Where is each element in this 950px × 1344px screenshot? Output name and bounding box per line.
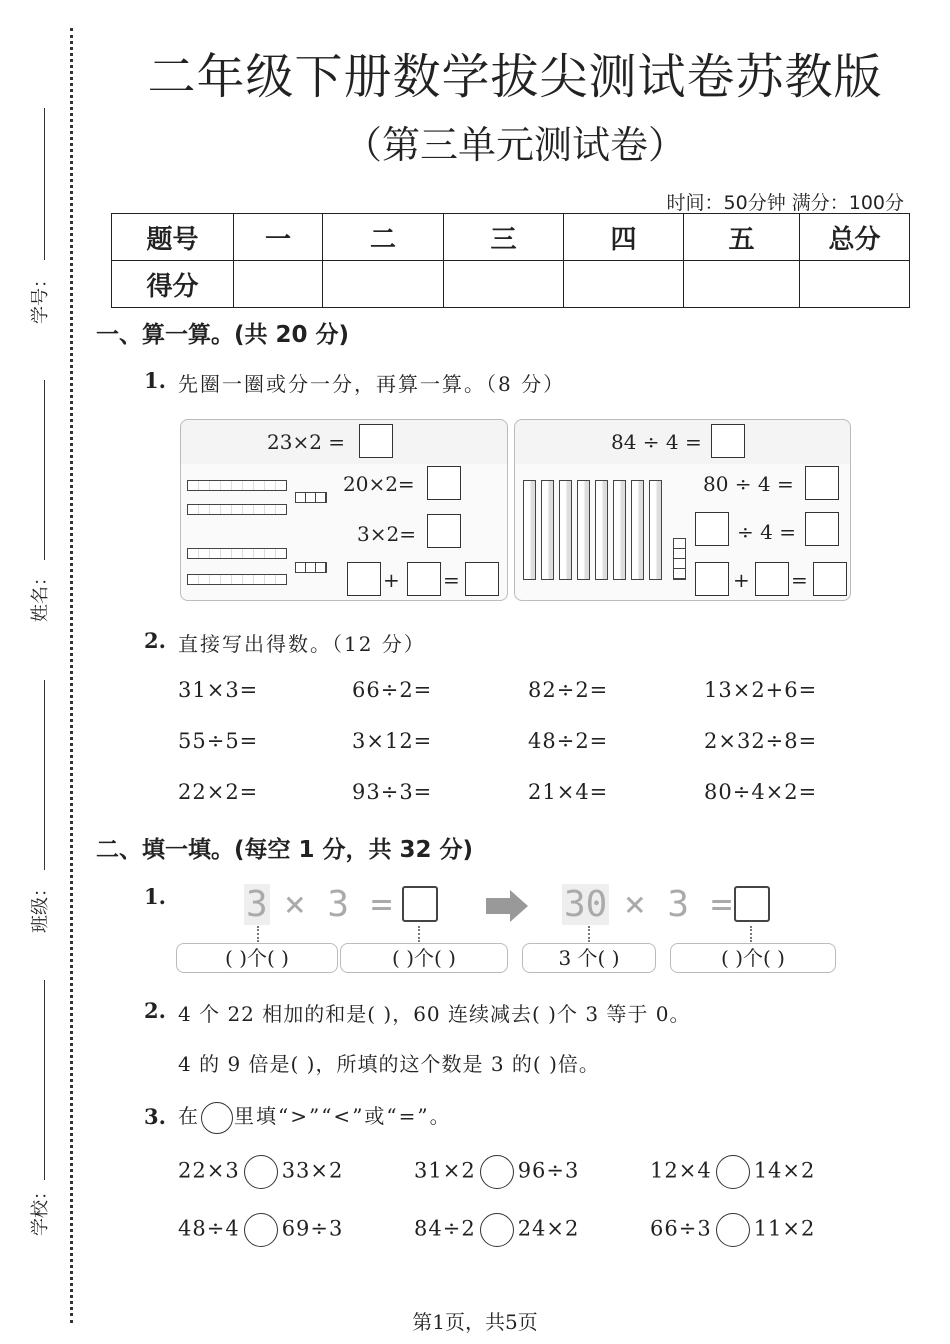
score-table [111,213,910,308]
equation-text: ÷ 4 = [737,520,796,544]
student-id-line [44,108,45,260]
plus-sign: + [383,568,400,592]
compare-circle[interactable] [244,1213,278,1247]
score-table-header-row [112,214,910,261]
compare-item [178,1213,343,1247]
circle-icon [201,1102,233,1134]
ten-stick-icon [559,480,572,580]
compare-circle[interactable] [716,1213,750,1247]
section-1-heading: 一、算一算。(共 20 分) [96,322,350,348]
question-number: 2. [144,998,166,1023]
compare-item [650,1155,815,1189]
equals-sign: = [791,568,808,592]
answer-box[interactable] [734,886,770,922]
answer-box[interactable] [402,886,438,922]
question-number: 3. [144,1104,166,1129]
student-id-label: 学号： [30,270,51,324]
compare-left: 12×4 [650,1158,712,1183]
question-text-pre: 在 [178,1104,200,1128]
calc-item: 22×2= [178,780,259,804]
calc-item: 13×2+6= [704,678,818,702]
right-illustration-panel [514,419,851,601]
ten-stick-icon [613,480,626,580]
question-text: 直接写出得数。（12 分） [178,632,426,656]
question-text: 4 个 22 相加的和是( )，60 连续减去( )个 3 等于 0。 [178,1002,691,1026]
compare-left: 48÷4 [178,1216,240,1241]
compare-right: 14×2 [753,1158,816,1183]
ten-stick-icon [631,480,644,580]
answer-box[interactable] [711,424,745,458]
compare-left: 84÷2 [414,1216,476,1241]
question-text: 先圈一圈或分一分，再算一算。（8 分） [178,372,566,396]
digit-highlight: 30 [564,884,608,925]
table-cell: 四 [564,214,684,261]
ten-rod-icon [187,548,287,559]
equation-text: 3×2= [357,522,416,546]
calc-item: 55÷5= [178,729,259,753]
answer-box[interactable] [465,562,499,596]
school-label: 学校： [30,1182,51,1236]
equation-text: 20×2= [343,472,415,496]
calc-item: 3×12= [352,729,433,753]
left-illustration-panel [180,419,508,601]
score-cell[interactable] [444,261,564,308]
compare-right: 96÷3 [517,1158,580,1183]
score-table-score-row [112,261,910,308]
page-title: 二年级下册数学拔尖测试卷苏教版 [147,49,883,105]
question-number: 2. [144,628,166,653]
class-line [44,680,45,870]
plus-sign: + [733,568,750,592]
compare-right: 33×2 [281,1158,344,1183]
compare-left: 66÷3 [650,1216,712,1241]
calc-item: 31×3= [178,678,259,702]
calc-item: 21×4= [528,780,609,804]
score-cell[interactable] [564,261,684,308]
section-2-heading: 二、填一填。(每空 1 分，共 32 分) [96,837,474,863]
answer-box[interactable] [755,562,789,596]
calc-item: 80÷4×2= [704,780,818,804]
connector-line [418,926,420,942]
compare-left: 22×3 [178,1158,240,1183]
compare-item [414,1155,579,1189]
answer-box[interactable] [359,424,393,458]
ten-stick-icon [577,480,590,580]
answer-box[interactable] [427,466,461,500]
ten-stick-icon [523,480,536,580]
fill-group[interactable]: ( )个( ) [176,943,338,973]
score-cell[interactable] [234,261,323,308]
unit-cubes-icon [295,492,327,503]
binding-dotted-line [70,28,73,1323]
table-cell: 五 [684,214,800,261]
compare-circle[interactable] [480,1213,514,1247]
ten-rod-icon [187,504,287,515]
question-number: 1. [144,368,166,393]
score-cell[interactable] [800,261,910,308]
connector-line [588,926,590,942]
compare-circle[interactable] [480,1155,514,1189]
score-cell[interactable] [684,261,800,308]
question-text: 4 的 9 倍是( )，所填的这个数是 3 的( )倍。 [178,1052,600,1076]
question-number: 1. [144,884,166,909]
answer-box[interactable] [695,562,729,596]
school-line [44,980,45,1180]
table-cell: 得分 [112,261,234,308]
equals-sign: = [443,568,460,592]
exam-meta: 时间：50分钟 满分：100分 [666,192,904,214]
answer-box[interactable] [805,466,839,500]
calc-item: 48÷2= [528,729,609,753]
name-label: 姓名： [30,568,51,622]
compare-item [414,1213,579,1247]
table-cell: 二 [323,214,444,261]
compare-right: 24×2 [517,1216,580,1241]
compare-circle[interactable] [244,1155,278,1189]
arrow-right-icon [486,890,530,922]
fill-group[interactable]: ( )个( ) [340,943,508,973]
equation-text: 80 ÷ 4 = [703,472,794,496]
page-footer: 第1页，共5页 [412,1310,538,1334]
question-text [178,1100,452,1134]
page-subtitle: （第三单元测试卷） [343,123,686,167]
calc-item: 93÷3= [352,780,433,804]
compare-left: 31×2 [414,1158,476,1183]
equation-text: 84 ÷ 4 = [611,430,702,454]
ten-rod-icon [187,574,287,585]
question-text-post: 里填“>”“<”或“=”。 [234,1104,452,1128]
ten-stick-icon [541,480,554,580]
compare-item [650,1213,815,1247]
ten-rod-icon [187,480,287,491]
fill-group[interactable]: 3 个( ) [522,943,656,973]
compare-item [178,1155,343,1189]
name-line [44,380,45,560]
ten-stick-icon [595,480,608,580]
compare-right: 11×2 [753,1216,816,1241]
equation-text: 23×2 = [267,430,346,454]
table-cell: 总分 [800,214,910,261]
fill-group[interactable]: ( )个( ) [670,943,836,973]
connector-line [257,926,259,942]
table-cell: 题号 [112,214,234,261]
equation-operator: × 3 = [284,884,393,925]
score-cell[interactable] [323,261,444,308]
unit-cubes-stack-icon [673,538,686,580]
calc-item: 82÷2= [528,678,609,702]
unit-cubes-icon [295,562,327,573]
compare-right: 69÷3 [281,1216,344,1241]
answer-box[interactable] [813,562,847,596]
compare-circle[interactable] [716,1155,750,1189]
answer-box[interactable] [427,514,461,548]
class-label: 班级： [30,879,51,933]
ten-stick-icon [649,480,662,580]
digit-highlight: 3 [246,884,268,925]
answer-box[interactable] [695,512,729,546]
table-cell: 一 [234,214,323,261]
equation-operator: × 3 = [624,884,733,925]
connector-line [750,926,752,942]
calc-item: 66÷2= [352,678,433,702]
calc-item: 2×32÷8= [704,729,818,753]
answer-box[interactable] [347,562,381,596]
table-cell: 三 [444,214,564,261]
answer-box[interactable] [407,562,441,596]
answer-box[interactable] [805,512,839,546]
